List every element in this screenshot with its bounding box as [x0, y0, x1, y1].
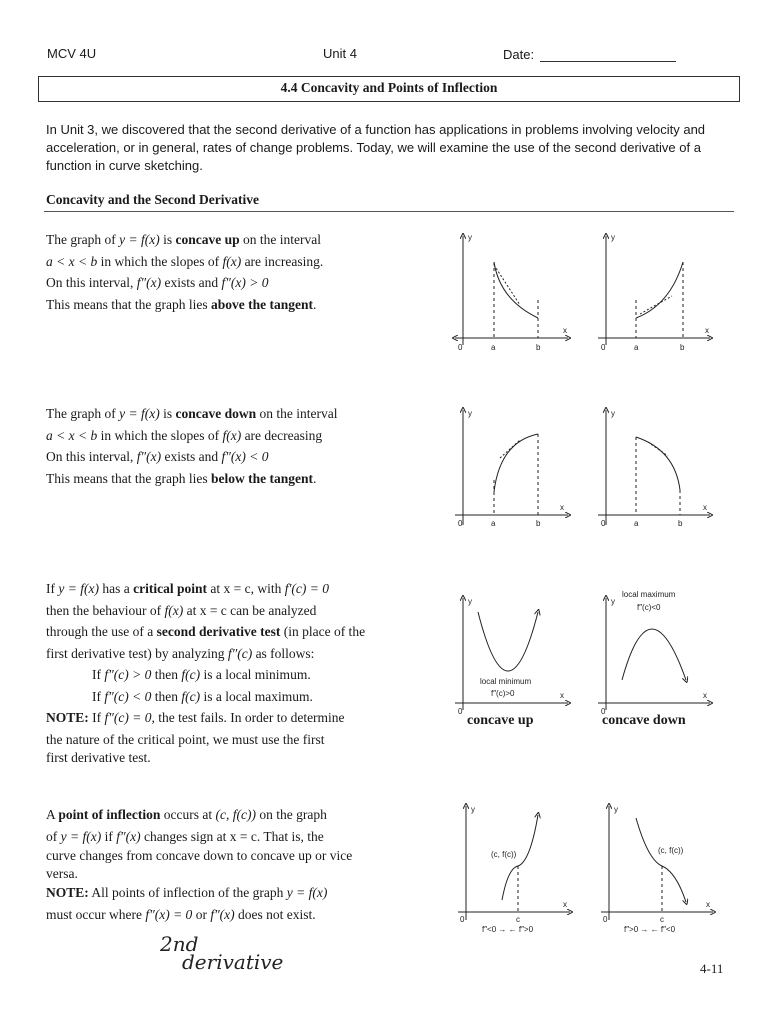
- g8-origin: 0: [603, 915, 608, 924]
- g2-y-label: y: [611, 233, 615, 242]
- g1-y-label: y: [468, 233, 472, 242]
- g8-x-label: x: [706, 900, 710, 909]
- g2-x-label: x: [705, 326, 709, 335]
- g1-b: b: [536, 343, 541, 352]
- graph-inflection-2: [601, 806, 713, 920]
- g7-y-label: y: [471, 805, 475, 814]
- g4-a: a: [634, 519, 639, 528]
- g5-origin: 0: [458, 707, 463, 716]
- g5-x-label: x: [560, 691, 564, 700]
- g8-y-label: y: [614, 805, 618, 814]
- course-code: MCV 4U: [47, 46, 97, 61]
- graph-concave-down-2: [598, 410, 710, 525]
- g6-origin: 0: [601, 707, 606, 716]
- g6-x-label: x: [703, 691, 707, 700]
- g7-origin: 0: [460, 915, 465, 924]
- inflection-text: A point of inflection occurs at (c, f(c)) on the graph of y = f(x) if f″(x) changes sign at x = c. That is, the curve changes from concave down to concave up or vice versa. NOTE: All points of inflection of the graph y = f(x) must occur where f″(x) = 0 or f″(x) does not exist.: [46, 807, 353, 922]
- concave-up-caption: concave up: [467, 713, 534, 728]
- unit-label: Unit 4: [323, 46, 357, 61]
- g4-y-label: y: [611, 409, 615, 418]
- concave-up-text: The graph of y = f(x) is concave up on the interval a < x < b in which the slopes of f(x) are increasing. On this interval, f″(x) exists and f″(x) > 0 This means that the graph lies above the tangent.: [46, 232, 324, 312]
- graph-local-maximum: [598, 598, 710, 710]
- g5-y-label: y: [468, 597, 472, 606]
- local-min-condition: f″(c)>0: [491, 689, 515, 698]
- g3-a: a: [491, 519, 496, 528]
- concave-down-caption: concave down: [602, 713, 686, 728]
- g6-y-label: y: [611, 597, 615, 606]
- inflection-point-label-1: (c, f(c)): [491, 850, 517, 859]
- graph-concave-up-1: [455, 236, 568, 345]
- local-min-label: local minimum: [480, 677, 532, 686]
- g4-origin: 0: [601, 519, 606, 528]
- g1-origin: 0: [458, 343, 463, 352]
- handwritten-note-line1: 2nd: [160, 932, 199, 956]
- g4-b: b: [678, 519, 683, 528]
- g3-x-label: x: [560, 503, 564, 512]
- g3-b: b: [536, 519, 541, 528]
- sign-change-label-2: f″>0 → ← f″<0: [624, 925, 676, 934]
- second-derivative-test-text: If y = f(x) has a critical point at x = c, with f′(c) = 0 then the behaviour of f(x) at x = c can be analyzed through the use of a second derivative test (in place of the first derivative test) by analyzing f″(c) as follows: If f″(c) > 0 then f(c) is a local minimum. If f″(c) < 0 then f(c) is a local maximum. NOTE: If f″(c) = 0, the test fails. In order to determine the nature of the critical point, we must use the first first derivative test.: [46, 581, 366, 765]
- date-label: Date:: [503, 47, 535, 62]
- g1-x-label: x: [563, 326, 567, 335]
- g2-a: a: [634, 343, 639, 352]
- sign-change-label-1: f″<0 → ← f″>0: [482, 925, 534, 934]
- graph-inflection-1: [458, 806, 570, 920]
- page-number: 4-11: [700, 961, 724, 976]
- concave-down-text: The graph of y = f(x) is concave down on the interval a < x < b in which the slopes of f(x) are decreasing On this interval, f″(x) exists and f″(x) < 0 This means that the graph lies below the tangent.: [46, 406, 338, 486]
- local-max-label: local maximum: [622, 590, 676, 599]
- g2-b: b: [680, 343, 685, 352]
- g7-c: c: [516, 915, 520, 924]
- g3-origin: 0: [458, 519, 463, 528]
- section-heading: Concavity and the Second Derivative: [46, 192, 259, 207]
- local-max-condition: f″(c)<0: [637, 603, 661, 612]
- g2-origin: 0: [601, 343, 606, 352]
- handwritten-note-line2: derivative: [182, 950, 284, 974]
- g8-c: c: [660, 915, 664, 924]
- g4-x-label: x: [703, 503, 707, 512]
- inflection-point-label-2: (c, f(c)): [658, 846, 684, 855]
- page-title: 4.4 Concavity and Points of Inflection: [280, 80, 498, 95]
- g7-x-label: x: [563, 900, 567, 909]
- intro-paragraph: In Unit 3, we discovered that the second derivative of a function has applications in problems involving velocity and acceleration, or in general, rates of change problems. Today, we will examine the use of the second derivative of a function in curve sketching.: [46, 122, 706, 173]
- g1-a: a: [491, 343, 496, 352]
- graph-concave-up-2: [598, 236, 710, 345]
- graph-concave-down-1: [455, 410, 568, 525]
- g3-y-label: y: [468, 409, 472, 418]
